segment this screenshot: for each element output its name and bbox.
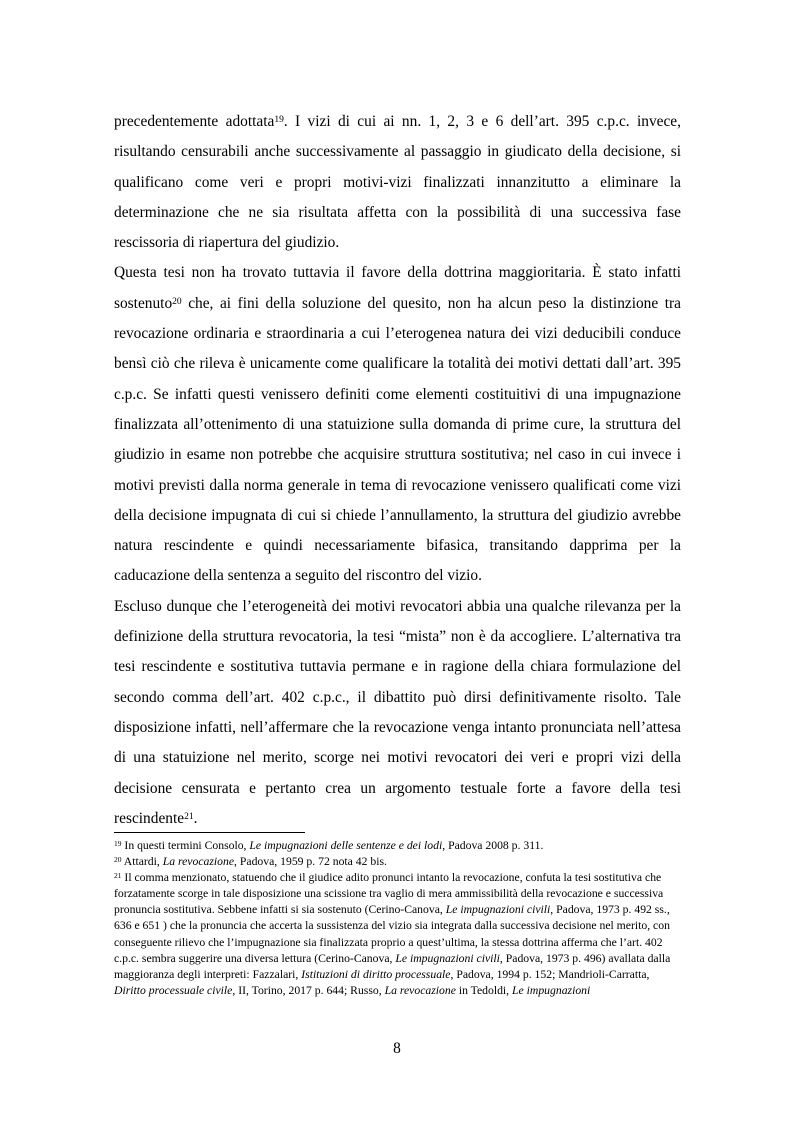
italic-citation: La revocazione: [384, 983, 456, 997]
text-run: , Padova, 1959 p. 72 nota 42 bis.: [234, 855, 387, 869]
text-run: Attardi,: [121, 855, 163, 869]
footnote-ref: 19: [114, 838, 122, 848]
text-run: che, ai fini della soluzione del quesito, non ha alcun peso la distinzione tra revocazione ordinaria e straordinaria a cui l’eterogenea natura dei vizi deducibili conduce bensì ciò che rileva è unicamente come qualificare la totalità dei motivi dettati dall’art. 395 c.p.c. Se infatti questi venissero definiti come elementi costituitivi di una impugnazione finalizzata all’ottenimento di una statuizione sulla domanda di prime cure, la struttura del giudizio in esame non potrebbe che acquisire struttura sostitutiva; nel caso in cui invece i motivi previsti dalla norma generale in tema di revocazione venissero qualificati come vizi della decisione impugnata di cui si chiede l’annullamento, la struttura del giudizio avrebbe natura rescindente e quindi necessariamente bifasica, transitando dapprima per la caducazione della sentenza a seguito del riscontro del vizio.: [114, 294, 681, 585]
text-run: in Tedoldi,: [455, 983, 513, 997]
italic-citation: Le impugnazioni civili: [395, 951, 500, 965]
text-run: precedentemente adottata: [114, 113, 275, 130]
paragraph: [114, 107, 681, 258]
footnote-ref: 21: [114, 870, 122, 880]
text-run: .: [193, 809, 198, 827]
italic-citation: Istituzioni di diritto processuale: [301, 967, 451, 981]
text-run: Questa tesi non ha trovato tuttavia il favore della dottrina maggioritaria. È stato infatti sostenuto: [114, 264, 681, 312]
page-number: 8: [393, 1040, 401, 1057]
footnote-ref: 21: [184, 812, 194, 823]
text-run: Il comma menzionato, statuendo che il giudice adito pronunci intanto la revocazione, confuta la tesi sostitutiva che forzatamente scorge in tale disposizione una scissione tra vaglio di mera ammissibilità della revocazione e successiva pronuncia sostitutiva. Sebbene infatti si sia sostenuto (Cerino-Canova,: [114, 871, 664, 917]
footnotes: [114, 838, 681, 999]
text-run: Escluso dunque che l’eterogeneità dei motivi revocatori abbia una qualche rilevanza per la definizione della struttura revocatoria, la tesi “mista” non è da accogliere. L’alternativa tra tesi rescindente e sostitutiva tuttavia permane e in ragione della chiara formulazione del secondo comma dell’art. 402 c.p.c., il dibattito può dirsi definitivamente risolto. Tale disposizione infatti, nell’affermare che la revocazione venga intanto pronunciata nell’attesa di una statuizione nel merito, scorge nei motivi revocatori dei veri e propri vizi della decisione censurata e pertanto crea un argomento testuale forte a favore della tesi rescindente: [114, 597, 681, 827]
italic-citation: Le impugnazioni delle sentenze e dei lodi: [249, 839, 443, 852]
footnote-20: [114, 854, 681, 870]
text-run: , Padova 2008 p. 311.: [442, 839, 544, 852]
italic-citation: La revocazione: [162, 855, 235, 869]
text-run: , Padova, 1973 p. 496) avallata dalla maggioranza degli interpreti: Fazzalari,: [114, 951, 671, 981]
italic-citation: Diritto processuale civile: [114, 983, 233, 997]
footnote-ref: 19: [274, 115, 284, 126]
text-run: , Padova, 1973 p. 492 ss., 636 e 651 ) che la pronuncia che accerta la sussistenza del vizio sia integrata dalla successiva decisione nel merito, con conseguente rilievo che l’impugnazione sia finalizzata proprio a quest’ultima, la stessa dottrina afferma che l’art. 402 c.p.c. sembra suggerire una diversa lettura (Cerino-Canova,: [114, 903, 670, 965]
footnote-21: [114, 870, 681, 999]
italic-citation: Le impugnazioni civili: [445, 903, 551, 917]
main-text: [114, 107, 681, 834]
paragraph: [114, 258, 681, 591]
text-run: In questi termini Consolo,: [121, 839, 250, 852]
text-run: . I vizi di cui ai nn. 1, 2, 3 e 6 dell’art. 395 c.p.c. invece, risultando censurabili anche successivamente al passaggio in giudicato della decisione, si qualificano come veri e propri motivi-vizi finalizzati innanzitutto a eliminare la determinazione che ne sia risultata affetta con la possibilità di una successiva fase rescissoria di riapertura del giudizio.: [114, 113, 681, 252]
paragraph: [114, 592, 681, 834]
text-run: , Padova, 1994 p. 152; Mandrioli-Carratta,: [450, 967, 650, 981]
footnote-ref: 20: [172, 296, 182, 307]
footnote-ref: 20: [114, 854, 122, 864]
footnote-19: [114, 838, 681, 854]
text-run: , II, Torino, 2017 p. 644; Russo,: [232, 983, 385, 997]
footnote-separator: [114, 832, 305, 833]
italic-citation: Le impugnazioni: [512, 983, 591, 997]
